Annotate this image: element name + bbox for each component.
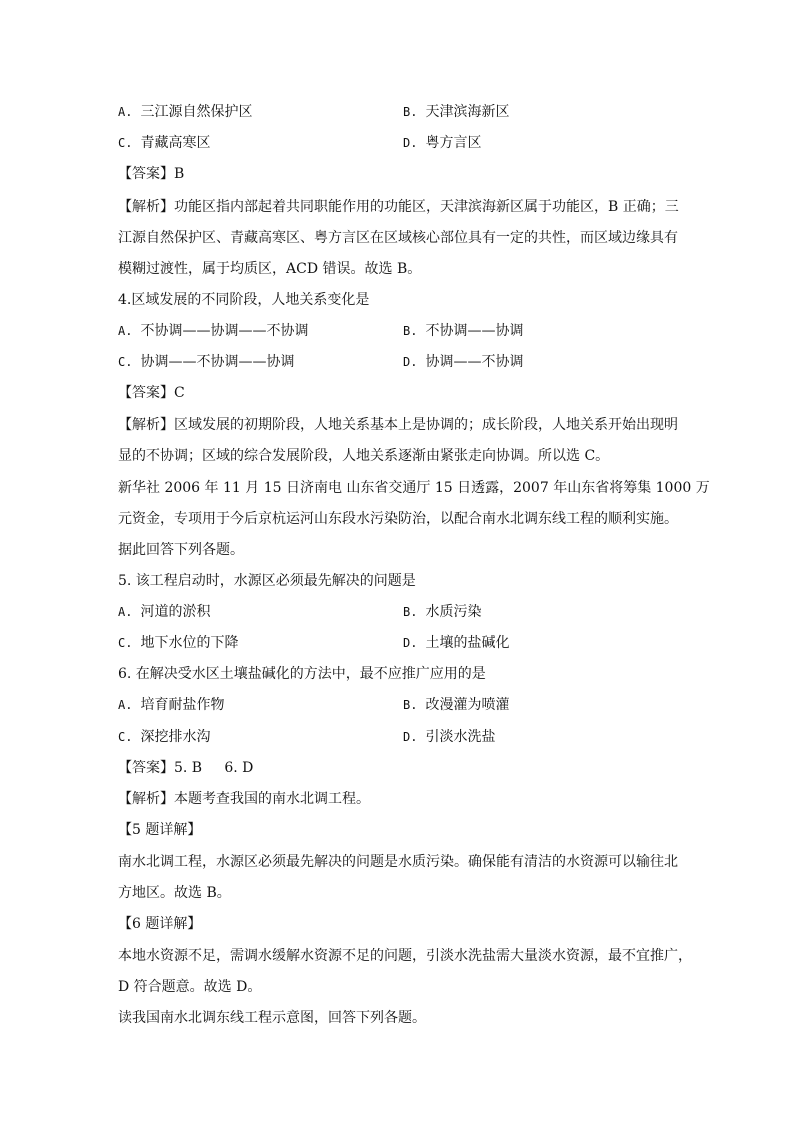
option-letter: B. (403, 605, 418, 619)
option-text: 引淡水洗盐 (425, 729, 496, 745)
q5-detail-line-1: 南水北调工程，水源区必须最先解决的问题是水质污染。确保能有清洁的水资源可以输往北 (118, 854, 678, 870)
option-letter: A. (118, 605, 133, 619)
option-letter: D. (403, 730, 418, 744)
option-letter: A. (118, 698, 133, 712)
closing-prompt: 读我国南水北调东线工程示意图，回答下列各题。 (118, 1010, 426, 1026)
q4-analysis-line-1: 【解析】区域发展的初期阶段，人地关系基本上是协调的；成长阶段，人地关系开始出现明 (118, 417, 678, 433)
option-letter: D. (403, 136, 418, 150)
q6-detail-title: 【6 题详解】 (118, 916, 202, 932)
q6-option-b (403, 695, 509, 715)
q3-option-b (403, 102, 509, 122)
q4-option-b (403, 321, 523, 341)
option-letter: D. (403, 355, 418, 369)
option-text: 粤方言区 (425, 135, 482, 151)
q6-detail-line-1: 本地水资源不足，需调水缓解水资源不足的问题，引淡水洗盐需大量淡水资源，最不宜推广， (118, 948, 692, 964)
option-text: 天津滨海新区 (425, 104, 510, 120)
option-letter: C. (118, 636, 133, 650)
option-text: 深挖排水沟 (140, 729, 211, 745)
q4-option-c (118, 352, 294, 372)
q3-answer: 【答案】B (118, 166, 185, 182)
option-text: 三江源自然保护区 (140, 104, 253, 120)
q5-option-a (118, 602, 210, 622)
q5-option-d (403, 633, 509, 653)
option-letter: B. (403, 324, 418, 338)
q6-detail-line-2: D 符合题意。故选 D。 (118, 979, 262, 995)
option-letter: C. (118, 136, 133, 150)
option-text: 不协调——协调 (425, 323, 524, 339)
option-text: 青藏高寒区 (140, 135, 211, 151)
q5-stem: 5. 该工程启动时，水源区必须最先解决的问题是 (118, 573, 416, 589)
q3-analysis-line-1: 【解析】功能区指内部起着共同职能作用的功能区，天津滨海新区属于功能区，B 正确；三 (118, 199, 679, 215)
q6-option-c (118, 727, 210, 747)
passage-line-3: 据此回答下列各题。 (118, 542, 244, 558)
option-letter: B. (403, 105, 418, 119)
q3-option-c (118, 133, 210, 153)
q3-analysis-line-2: 江源自然保护区、青藏高寒区、粤方言区在区域核心部位具有一定的共性，而区域边缘具有 (118, 230, 678, 246)
q5-option-c (118, 633, 238, 653)
option-text: 培育耐盐作物 (140, 697, 225, 713)
q4-option-d (403, 352, 523, 372)
option-text: 土壤的盐碱化 (425, 635, 510, 651)
option-text: 地下水位的下降 (140, 635, 239, 651)
option-text: 改漫灌为喷灌 (425, 697, 510, 713)
option-letter: A. (118, 105, 133, 119)
q6-stem: 6. 在解决受水区土壤盐碱化的方法中，最不应推广应用的是 (118, 666, 486, 682)
q4-option-a (118, 321, 308, 341)
option-letter: D. (403, 636, 418, 650)
option-letter: C. (118, 355, 133, 369)
q3-analysis-line-3: 模糊过渡性，属于均质区，ACD 错误。故选 B。 (118, 261, 422, 277)
option-text: 河道的淤积 (140, 604, 211, 620)
option-text: 不协调——协调——不协调 (140, 323, 309, 339)
q5-option-b (403, 602, 481, 622)
option-letter: C. (118, 730, 133, 744)
q56-answer: 【答案】5. B 6. D (118, 760, 254, 776)
option-letter: A. (118, 324, 133, 338)
q3-option-d (403, 133, 481, 153)
option-text: 水质污染 (425, 604, 482, 620)
q4-answer: 【答案】C (118, 385, 185, 401)
option-text: 协调——不协调——协调 (140, 354, 295, 370)
q56-analysis: 【解析】本题考查我国的南水北调工程。 (118, 791, 370, 807)
q5-detail-line-2: 方地区。故选 B。 (118, 885, 231, 901)
passage-line-2: 元资金，专项用于今后京杭运河山东段水污染防治，以配合南水北调东线工程的顺利实施。 (118, 511, 678, 527)
option-text: 协调——不协调 (425, 354, 524, 370)
q5-detail-title: 【5 题详解】 (118, 822, 202, 838)
q6-option-a (118, 695, 224, 715)
q4-stem: 4.区域发展的不同阶段，人地关系变化是 (118, 292, 370, 308)
option-letter: B. (403, 698, 418, 712)
q4-analysis-line-2: 显的不协调；区域的综合发展阶段，人地关系逐渐由紧张走向协调。所以选 C。 (118, 448, 610, 464)
passage-line-1: 新华社 2006 年 11 月 15 日济南电 山东省交通厅 15 日透露，2007 年山东省将筹集 1000 万 (118, 480, 710, 496)
q3-option-a (118, 102, 252, 122)
q6-option-d (403, 727, 495, 747)
